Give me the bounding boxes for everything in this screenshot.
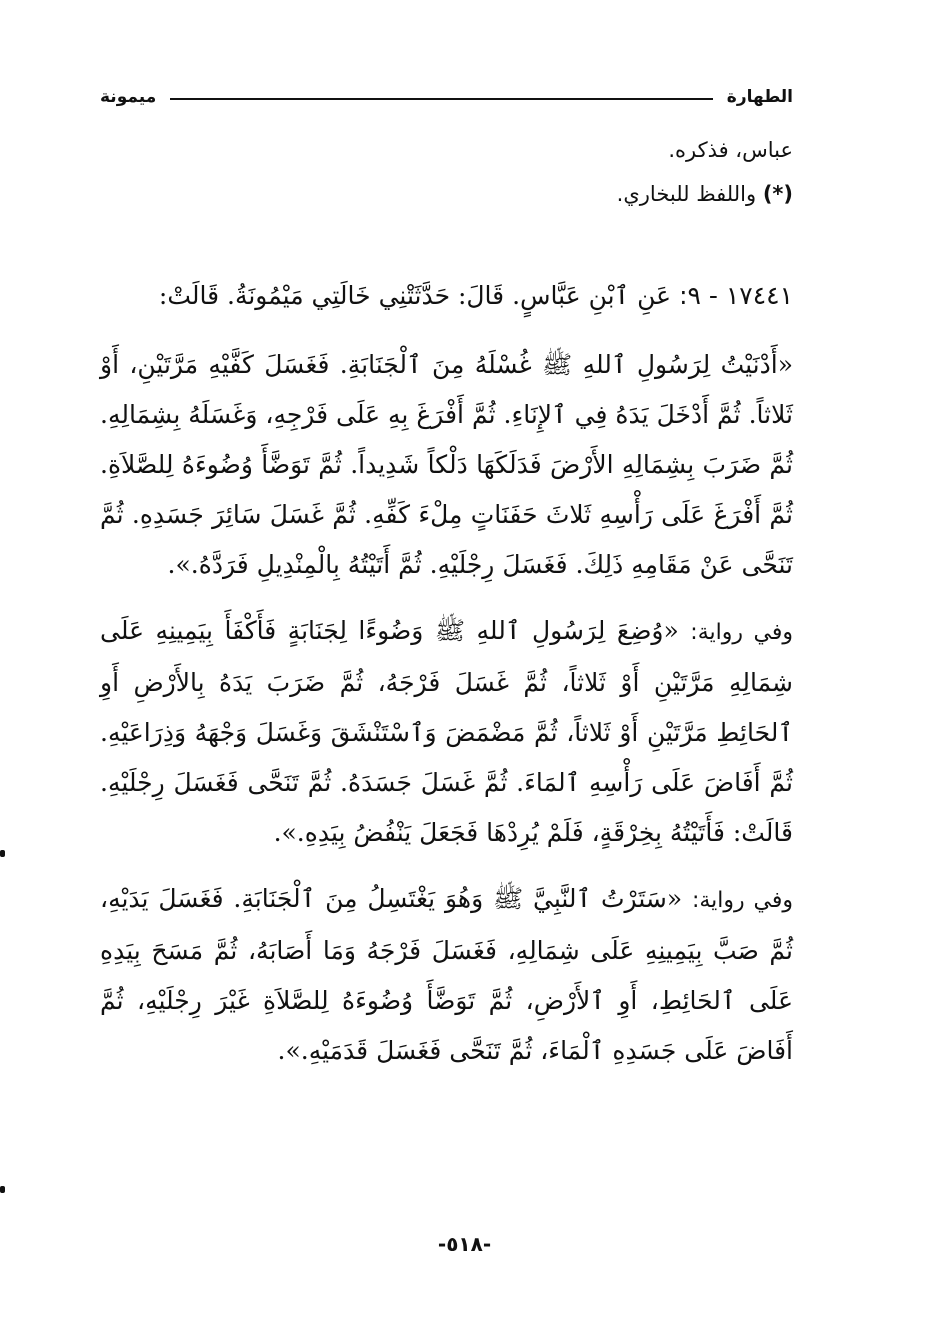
section-title: ميمونة <box>100 87 157 107</box>
page-body <box>100 128 793 1076</box>
hadith-isnad: عَنِ ٱبْنِ عَبَّاسٍ. قَالَ: حَدَّثَتْنِي خَالَتِي مَيْمُونَةُ. قَالَتْ: <box>158 281 672 310</box>
variant-lead: وفي رواية: <box>691 888 793 913</box>
variant-paragraph-2 <box>100 874 793 1076</box>
variant-text: «وُضِعَ لِرَسُولِ ٱللهِ ﷺ وَضُوءًا لِجَنَابَةٍ فَأَكْفَأَ بِيَمِينِهِ عَلَى شِمَالِهِ مَرَّتَيْنِ أَوْ ثَلاثاً، ثُمَّ غَسَلَ فَرْجَهُ، ثُمَّ ضَرَبَ يَدَهُ بِالأَرْضِ أَوِ ٱلحَائِطِ مَرَّتَيْنِ أَوْ ثَلاثاً، ثُمَّ مَضْمَضَ وَٱسْتَنْشَقَ وَغَسَلَ وَجْهَهُ وَذِرَاعَيْهِ. ثُمَّ أَفَاضَ عَلَى رَأْسِهِ ٱلمَاءَ. ثُمَّ غَسَلَ جَسَدَهُ. ثُمَّ تَنَحَّى فَغَسَلَ رِجْلَيْهِ. قَالَتْ: فَأَتَيْتُهُ بِخِرْقَةٍ، فَلَمْ يُرِدْهَا فَجَعَلَ يَنْفُضُ بِيَدِهِ.». <box>100 616 793 847</box>
page-number: -٥١٨- <box>437 1232 492 1256</box>
intro-line: عباس، فذكره. <box>668 138 793 162</box>
running-header <box>100 82 793 112</box>
header-rule <box>170 98 713 100</box>
margin-mark <box>0 850 5 857</box>
hadith-opening <box>100 268 793 324</box>
chapter-title: الطهارة <box>726 87 793 107</box>
note-mark: (*) <box>762 182 793 206</box>
margin-mark <box>0 1186 5 1193</box>
variant-lead: وفي رواية: <box>690 620 793 645</box>
hadith-number: ١٧٤٤١ - ٩: <box>679 281 793 310</box>
source-note <box>100 172 793 216</box>
variant-text: «سَتَرْتُ ٱلنَّبِيَّ ﷺ وَهُوَ يَغْتَسِلُ مِنَ ٱلْجَنَابَةِ. فَغَسَلَ يَدَيْهِ، ثُمَّ صَبَّ بِيَمِينِهِ عَلَى شِمَالِهِ، فَغَسَلَ فَرْجَهُ وَمَا أَصَابَهُ، ثُمَّ مَسَحَ بِيَدِهِ عَلَى ٱلحَائِطِ، أَوِ ٱلأَرْضِ، ثُمَّ تَوَضَّأَ وُضُوءَهُ لِلصَّلاَةِ غَيْرَ رِجْلَيْهِ، ثُمَّ أَفَاضَ عَلَى جَسَدِهِ ٱلْمَاءَ، ثُمَّ تَنَحَّى فَغَسَلَ قَدَمَيْهِ.». <box>100 884 794 1065</box>
variant-paragraph-1 <box>100 606 793 858</box>
hadith-main-text: «أَدْنَيْتُ لِرَسُولِ ٱللهِ ﷺ غُسْلَهُ مِنَ ٱلْجَنَابَةِ. فَغَسَلَ كَفَّيْهِ مَرَّتَيْنِ، أَوْ ثَلاثاً. ثُمَّ أَدْخَلَ يَدَهُ فِي ٱلإِنَاءِ. ثُمَّ أَفْرَغَ بِهِ عَلَى فَرْجِهِ، وَغَسَلَهُ بِشِمَالِهِ. ثُمَّ ضَرَبَ بِشِمَالِهِ الأَرْضَ فَدَلَكَهَا دَلْكاً شَدِيداً. ثُمَّ تَوَضَّأَ وُضُوءَهُ لِلصَّلاَةِ. ثُمَّ أَفْرَغَ عَلَى رَأْسِهِ ثَلاثَ حَفَنَاتٍ مِلْءَ كَفِّهِ. ثُمَّ غَسَلَ سَائِرَ جَسَدِهِ. ثُمَّ تَنَحَّى عَنْ مَقَامِهِ ذَلِكَ. فَغَسَلَ رِجْلَيْهِ. ثُمَّ أَتَيْتُهُ بِالْمِنْدِيلِ فَرَدَّهُ.». <box>100 350 793 579</box>
note-text: واللفظ للبخاري. <box>616 182 757 206</box>
